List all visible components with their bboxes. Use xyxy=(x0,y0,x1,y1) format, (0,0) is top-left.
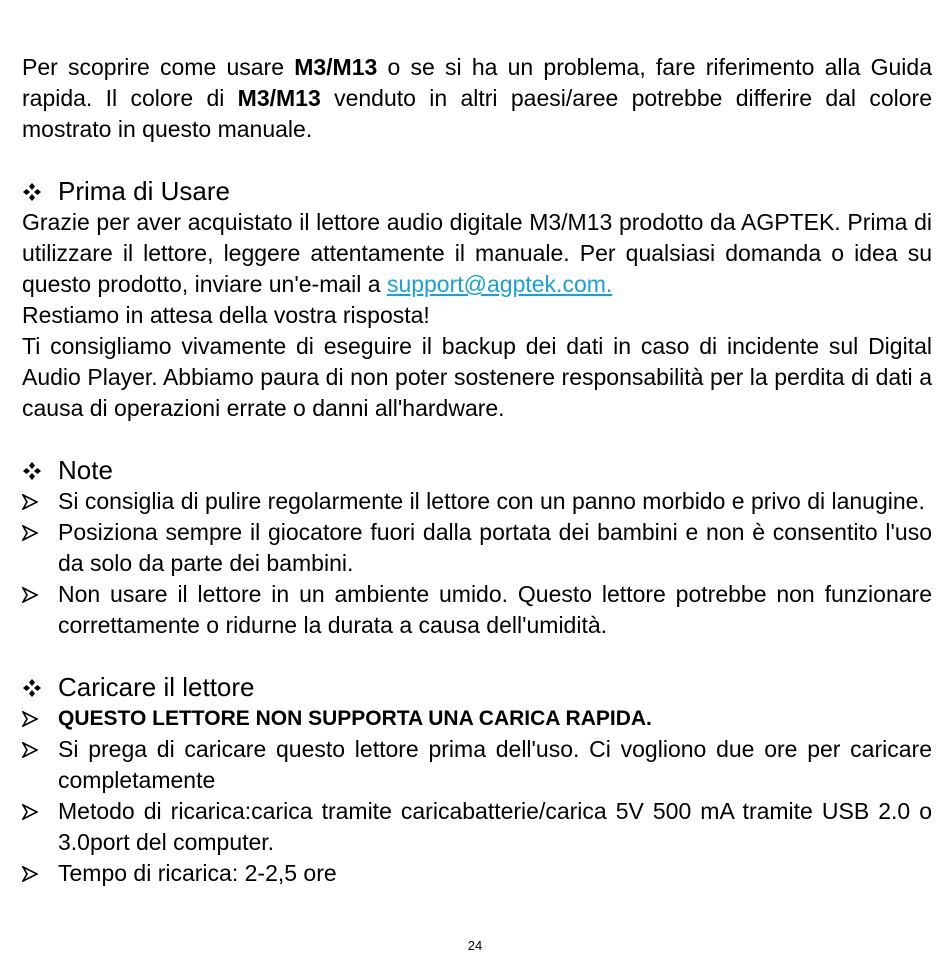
list-item xyxy=(22,734,932,796)
arrowhead-icon xyxy=(22,734,58,765)
section-title: Prima di Usare xyxy=(58,176,230,206)
intro-text-1: Per scoprire come usare xyxy=(22,54,295,80)
list-item-text: Posiziona sempre il giocatore fuori dalla portata dei bambini e non è consentito l'uso da solo da parte dei bambini. xyxy=(58,519,932,576)
spacer xyxy=(22,145,932,176)
list-item xyxy=(22,517,932,579)
list-item-text: Si prega di caricare questo lettore prima dell'uso. Ci vogliono due ore per caricare completamente xyxy=(58,736,932,793)
section-title: Caricare il lettore xyxy=(58,672,255,702)
spacer xyxy=(22,424,932,455)
model-name: M3/M13 xyxy=(237,85,321,111)
prima-paragraph-2: Ti consigliamo vivamente di eseguire il backup dei dati in caso di incidente sul Digital Audio Player. Abbiamo paura di non poter sostenere responsabilità per la perdita di dati a causa di operazioni errate o danni all'hardware. xyxy=(22,333,932,421)
page-number: 24 xyxy=(467,938,483,953)
arrowhead-icon xyxy=(22,486,58,517)
manual-page xyxy=(22,52,932,889)
spacer xyxy=(22,641,932,672)
support-email-link[interactable]: support@agptek.com. xyxy=(386,271,613,297)
list-item xyxy=(22,579,932,641)
four-diamond-icon xyxy=(22,678,58,698)
intro-text-3: venduto in altri paesi/aree potrebbe differire dal colore mostrato in questo manuale. xyxy=(22,85,932,142)
arrowhead-icon xyxy=(22,579,58,610)
prima-closing-text: Restiamo in attesa della vostra risposta! xyxy=(22,302,430,328)
arrowhead-icon xyxy=(22,517,58,548)
intro-text-2: o se si ha un problema, fare riferimento alla Guida rapida. Il colore di xyxy=(22,54,932,111)
arrowhead-icon xyxy=(22,858,58,889)
list-item-text: QUESTO LETTORE NON SUPPORTA UNA CARICA RAPIDA. xyxy=(58,707,652,730)
section-heading-note xyxy=(22,455,932,486)
prima-text: Grazie per aver acquistato il lettore audio digitale M3/M13 prodotto da AGPTEK. Prima di utilizzare il lettore, leggere attentamente il manuale. Per qualsiasi domanda o idea su questo prodotto, inviare un'e-mail a xyxy=(22,209,932,297)
four-diamond-icon xyxy=(22,182,58,202)
model-name: M3/M13 xyxy=(294,54,378,80)
list-item xyxy=(22,703,932,734)
list-item-text: Non usare il lettore in un ambiente umido. Questo lettore potrebbe non funzionare correttamente o ridurne la durata a causa dell'umidità. xyxy=(58,581,932,638)
section-heading-prima xyxy=(22,176,932,207)
four-diamond-icon xyxy=(22,461,58,481)
list-item xyxy=(22,858,932,889)
list-item-text: Si consiglia di pulire regolarmente il lettore con un panno morbido e privo di lanugine. xyxy=(58,488,925,514)
list-item-text: Metodo di ricarica:carica tramite caricabatterie/carica 5V 500 mA tramite USB 2.0 o 3.0port del computer. xyxy=(58,798,932,855)
prima-paragraph-1 xyxy=(22,207,932,331)
list-item-text: Tempo di ricarica: 2-2,5 ore xyxy=(58,860,337,886)
arrowhead-icon xyxy=(22,796,58,827)
section-heading-caricare xyxy=(22,672,932,703)
section-title: Note xyxy=(58,455,113,485)
intro-paragraph xyxy=(22,52,932,145)
list-item xyxy=(22,796,932,858)
list-item xyxy=(22,486,932,517)
arrowhead-icon xyxy=(22,703,58,734)
